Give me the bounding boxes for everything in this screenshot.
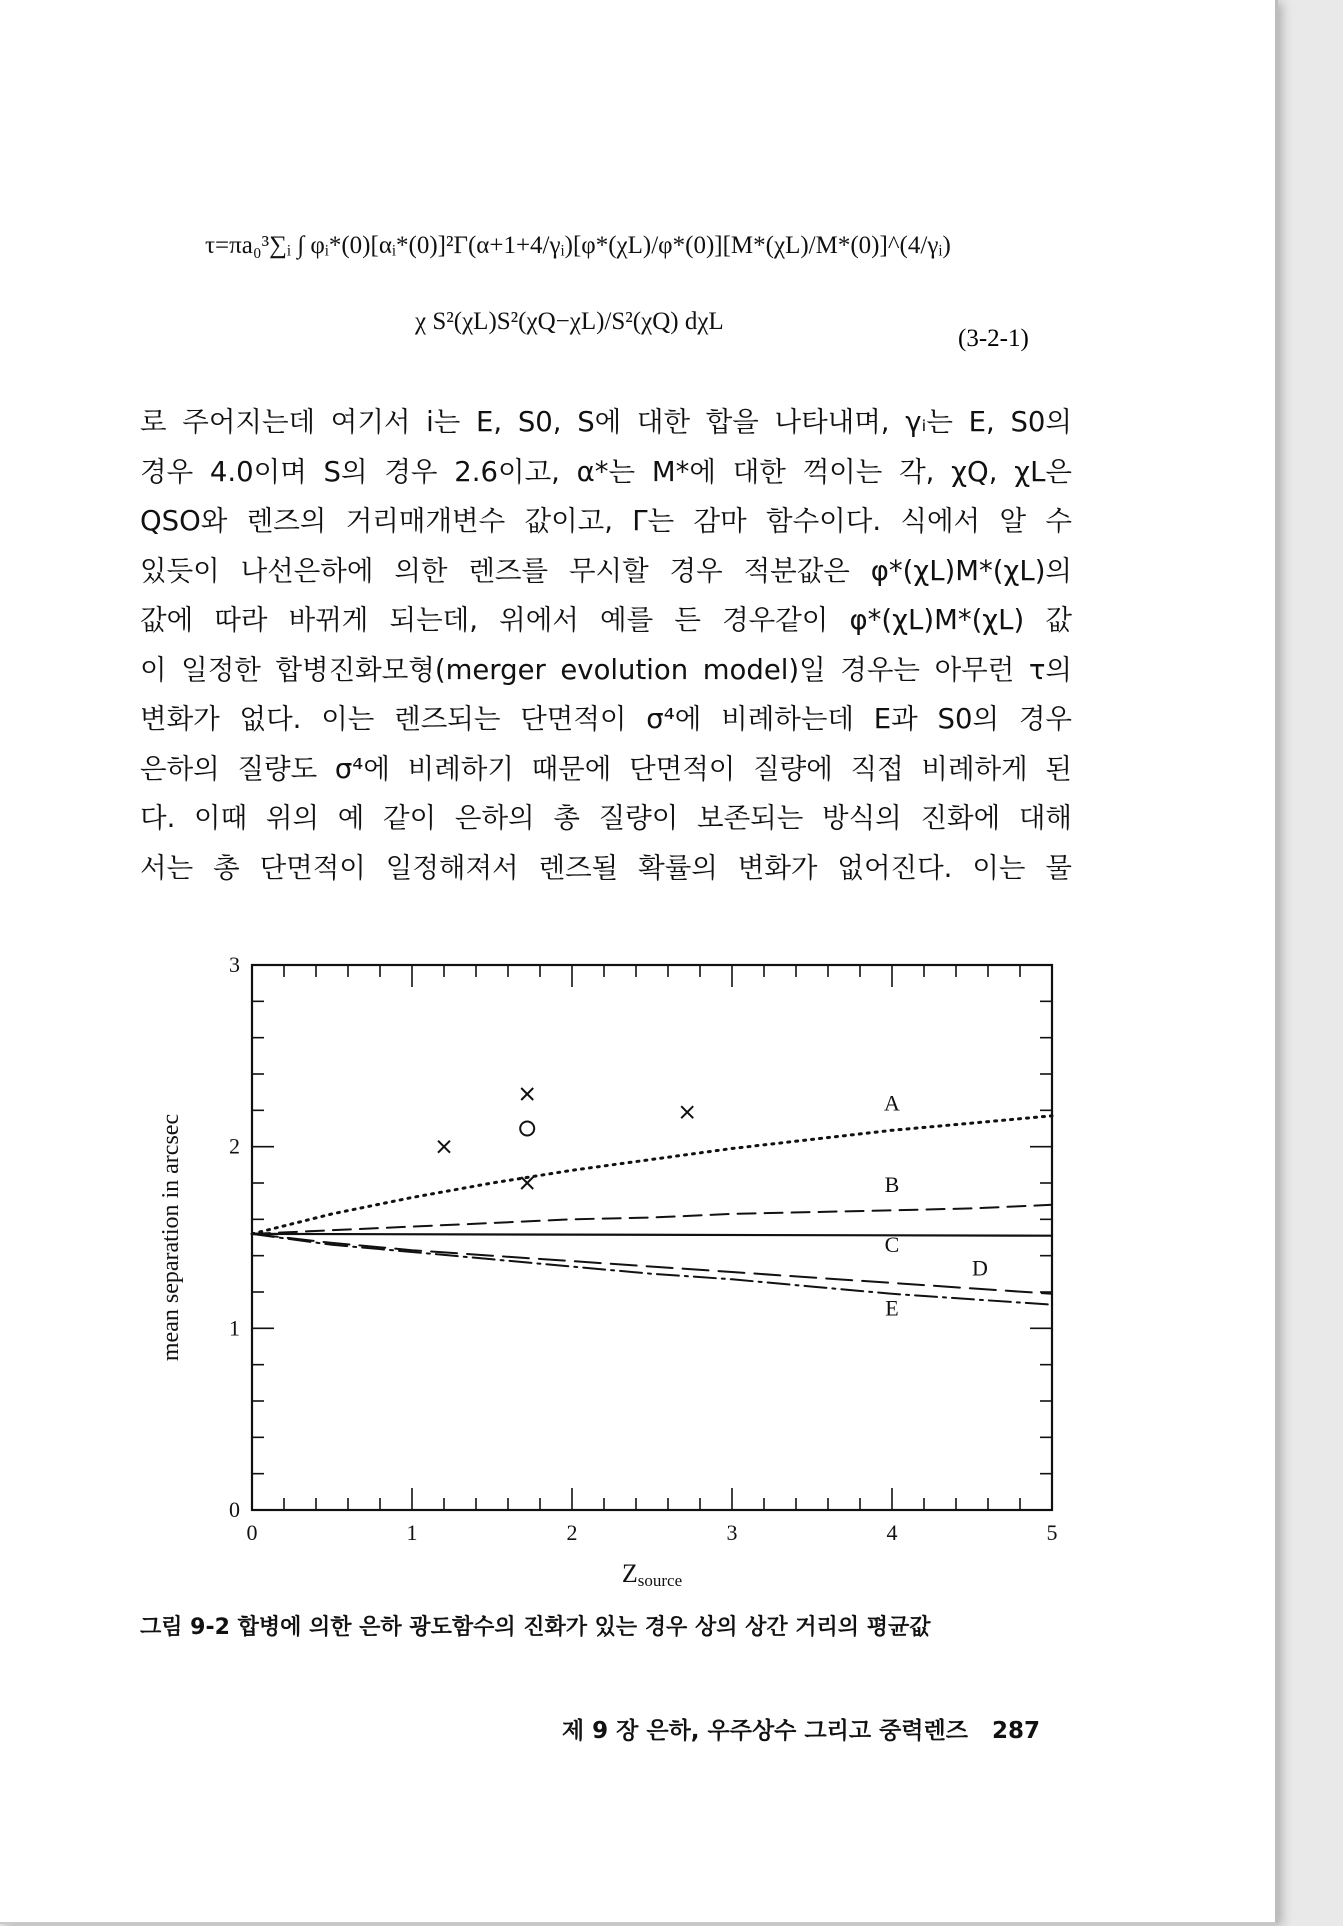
body-paragraph bbox=[140, 398, 1072, 893]
series-label-A: A bbox=[884, 1090, 900, 1116]
body-line: QSO와 렌즈의 거리매개변수 값이고, Γ는 감마 함수이다. 식에서 알 수 bbox=[140, 505, 1072, 537]
plot-frame bbox=[252, 965, 1052, 1510]
y-tick-label: 0 bbox=[229, 1497, 240, 1522]
body-line: 서는 총 단면적이 일정해져서 렌즈될 확률의 변화가 없어진다. 이는 물 bbox=[140, 851, 1072, 884]
figure-caption: 그림 9-2 합병에 의한 은하 광도함수의 진화가 있는 경우 상의 상간 거리의 평균값 bbox=[140, 1615, 931, 1640]
y-tick-label: 3 bbox=[229, 952, 240, 977]
equation-line-2 bbox=[415, 308, 724, 336]
y-tick-label: 2 bbox=[229, 1133, 240, 1159]
series-label-D: D bbox=[972, 1255, 988, 1281]
running-footer bbox=[520, 1712, 1040, 1745]
x-tick-label: 4 bbox=[886, 1520, 898, 1545]
equation-sub-text: χ S²(χL)S²(χQ−χL)/S²(χQ) dχL bbox=[415, 308, 724, 335]
footer-chapter-title: 제 9 장 은하, 우주상수 그리고 중력렌즈 bbox=[561, 1718, 968, 1744]
body-line: 로 주어지는데 여기서 i는 E, S0, S에 대한 합을 나타내며, γᵢ는 E, S0의 bbox=[140, 406, 1072, 438]
data-point-cross bbox=[681, 1106, 693, 1118]
body-line: 경우 4.0이며 S의 경우 2.6이고, α*는 M*에 대한 꺽이는 각, χQ, χL은 bbox=[140, 455, 1072, 488]
equation-main-text: τ=πa₀³∑ᵢ ∫ φᵢ*(0)[αᵢ*(0)]²Γ(α+1+4/γᵢ)[φ*(χL)/φ*(0)][M*(χL)/M*(0)]^(4/γᵢ) bbox=[205, 232, 951, 259]
series-line-B bbox=[252, 1205, 1052, 1234]
series-line-A bbox=[252, 1116, 1052, 1234]
equation-number: (3-2-1) bbox=[958, 325, 1029, 352]
x-axis-label: Zsource bbox=[621, 1559, 683, 1590]
series-line-D bbox=[252, 1234, 1052, 1294]
x-tick-label: 5 bbox=[1046, 1520, 1058, 1545]
series-label-C: C bbox=[884, 1232, 900, 1258]
page-number: 287 bbox=[991, 1718, 1040, 1744]
series-line-E bbox=[252, 1234, 1052, 1305]
x-tick-label: 1 bbox=[406, 1520, 418, 1545]
x-tick-label: 3 bbox=[726, 1520, 738, 1545]
y-tick-label: 1 bbox=[229, 1315, 240, 1341]
series-label-B: B bbox=[884, 1172, 900, 1198]
body-line: 은하의 질량도 σ⁴에 비례하기 때문에 단면적이 질량에 직접 비례하게 된 bbox=[140, 752, 1072, 785]
data-point-cross bbox=[438, 1141, 450, 1153]
series-line-C bbox=[252, 1234, 1052, 1236]
body-line: 다. 이때 위의 예 같이 은하의 총 질량이 보존되는 방식의 진화에 대해 bbox=[140, 802, 1072, 834]
data-point-circle bbox=[520, 1122, 534, 1136]
data-point-cross bbox=[521, 1088, 533, 1100]
body-line: 값에 따라 바뀌게 되는데, 위에서 예를 든 경우같이 φ*(χL)M*(χL) 값 bbox=[140, 604, 1072, 636]
body-line: 이 일정한 합병진화모형(merger evolution model)일 경우는 아무런 τ의 bbox=[140, 653, 1072, 686]
y-axis-label: mean separation in arcsec bbox=[158, 1113, 184, 1362]
body-line: 있듯이 나선은하에 의한 렌즈를 무시할 경우 적분값은 φ*(χL)M*(χL)의 bbox=[140, 554, 1072, 587]
series-label-E: E bbox=[885, 1295, 899, 1321]
body-line: 변화가 없다. 이는 렌즈되는 단면적이 σ⁴에 비례하는데 E과 S0의 경우 bbox=[140, 703, 1072, 735]
x-tick-label: 0 bbox=[246, 1520, 258, 1545]
equation-line-1 bbox=[205, 232, 951, 260]
x-tick-label: 2 bbox=[566, 1520, 578, 1545]
figure-9-2-chart bbox=[140, 945, 1100, 1595]
